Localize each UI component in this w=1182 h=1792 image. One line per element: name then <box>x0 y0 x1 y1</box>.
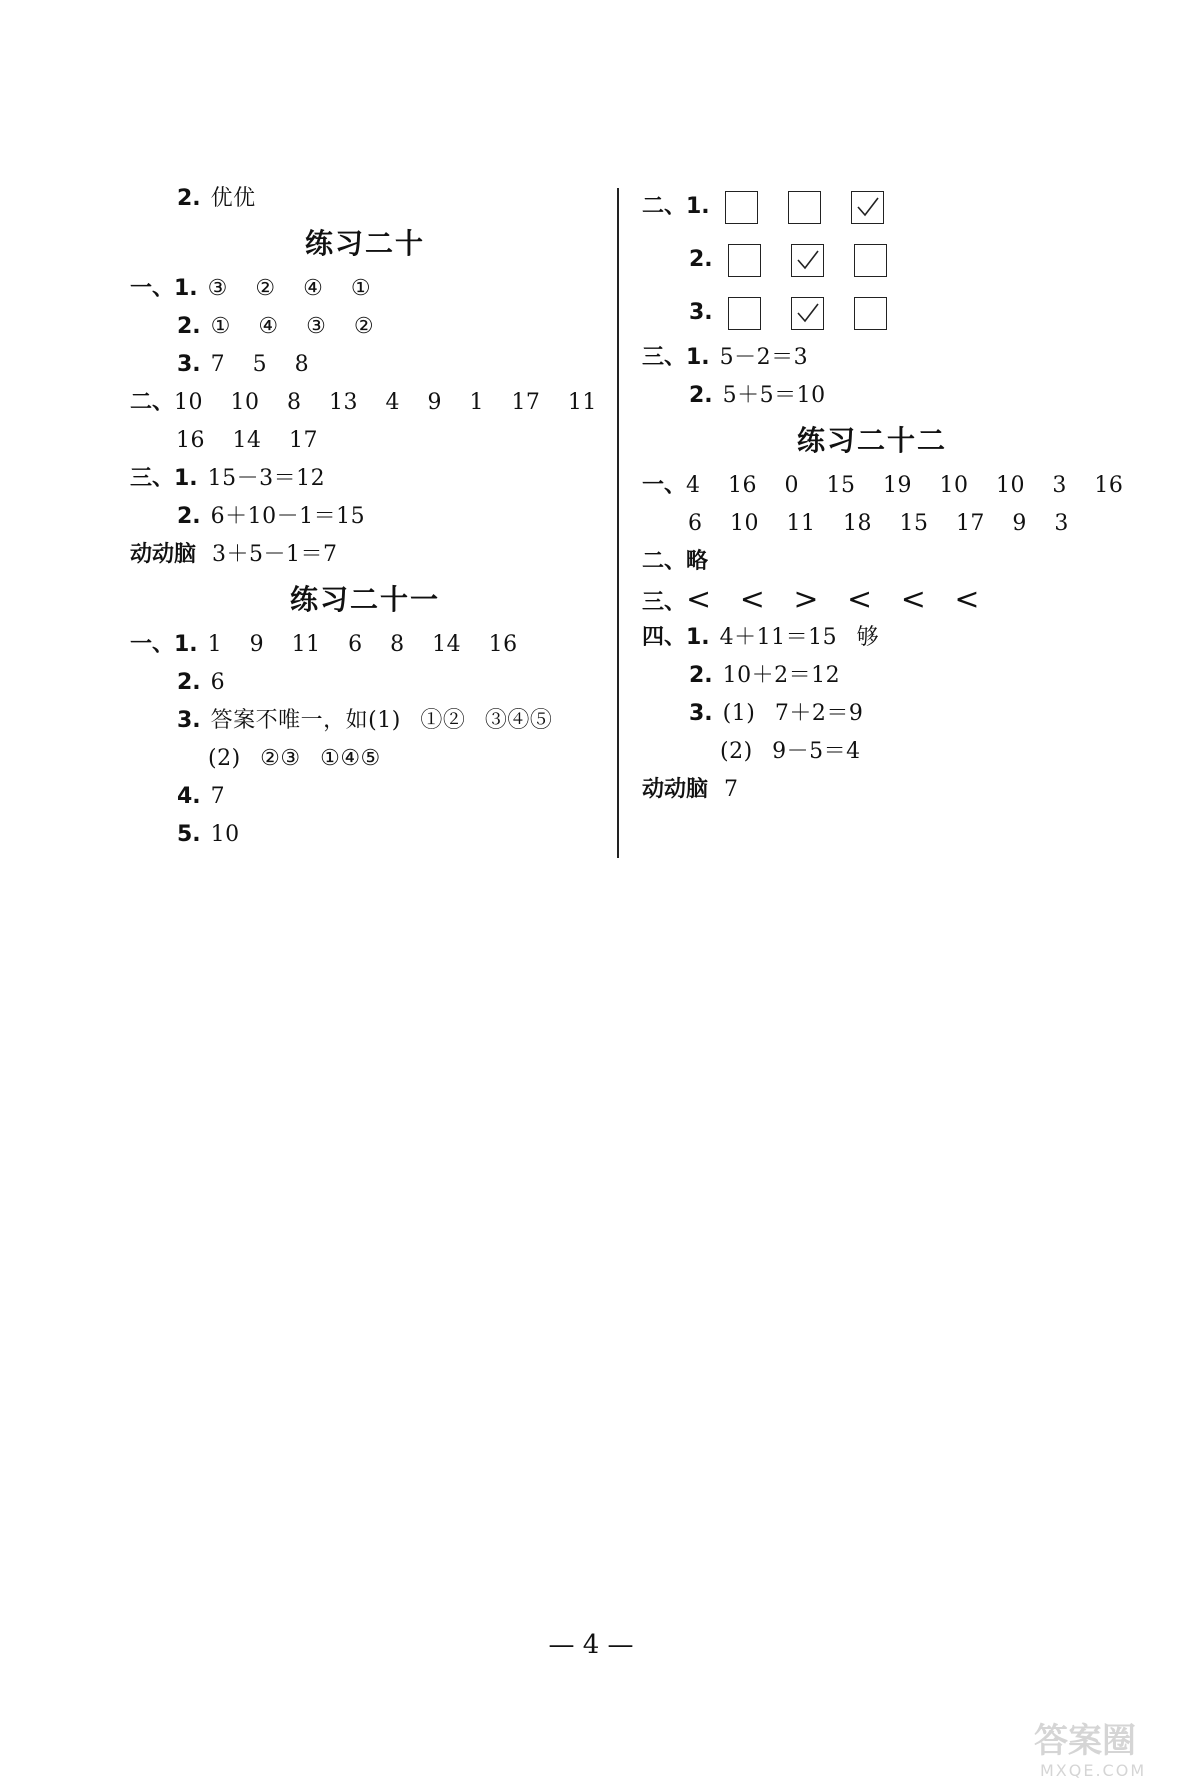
empty-box <box>725 191 758 224</box>
answer-text: (2) ②③ ①④⑤ <box>208 746 381 771</box>
empty-box <box>854 297 887 330</box>
checkbox-group <box>725 181 914 234</box>
answer-text: (1) 7＋2＝9 <box>722 701 864 726</box>
item-label: 3. <box>177 708 201 733</box>
answer-line <box>642 339 1102 377</box>
item-label: 三、1. <box>130 466 198 491</box>
answer-text: 略 <box>686 549 709 574</box>
answer-text: 10＋2＝12 <box>722 663 841 688</box>
answer-text: 7 <box>724 777 739 802</box>
answer-line <box>130 422 600 460</box>
checked-box <box>791 244 824 277</box>
answer-text: ① ④ ③ ② <box>210 314 375 339</box>
checkmark-icon <box>855 195 880 220</box>
right-column <box>642 180 1124 809</box>
answer-line <box>130 384 600 422</box>
answer-line <box>130 536 600 574</box>
item-label: 二、 <box>642 549 687 574</box>
answer-line <box>642 619 1102 657</box>
answer-text: 答案不唯一，如(1) ①② ③④⑤ <box>210 708 553 733</box>
answer-line <box>130 664 600 702</box>
answer-text: 优优 <box>210 186 256 211</box>
item-label: 5. <box>177 822 201 847</box>
item-label: 动动脑 <box>130 542 197 567</box>
item-label: 一、 <box>642 473 687 498</box>
checked-box <box>851 191 884 224</box>
checkbox-row <box>642 180 1102 233</box>
item-label: 一、1. <box>130 632 198 657</box>
item-label: 3. <box>689 701 713 726</box>
answer-text: 15－3＝12 <box>207 466 326 491</box>
left-column <box>130 180 600 854</box>
item-label: 2. <box>689 383 713 408</box>
answer-text: 7 <box>210 784 226 809</box>
answer-line <box>130 702 600 740</box>
empty-box <box>728 244 761 277</box>
answer-text: 6 10 11 18 15 17 9 3 <box>688 511 1069 536</box>
answer-text: 16 14 17 <box>176 428 318 453</box>
empty-box <box>788 191 821 224</box>
answer-text: 10 10 8 13 4 9 1 17 11 <box>174 390 597 415</box>
answer-text: (2) 9－5＝4 <box>720 739 861 764</box>
item-label: 2. <box>177 504 201 529</box>
answer-line <box>642 543 1102 581</box>
answer-line <box>130 778 600 816</box>
answer-line <box>130 626 600 664</box>
column-divider <box>617 188 619 858</box>
item-label: 一、1. <box>130 276 198 301</box>
item-label: 2. <box>689 247 713 272</box>
checkbox-group <box>728 287 917 340</box>
section-title: 练习二十一 <box>289 583 440 616</box>
answer-line <box>642 581 1102 619</box>
item-label: 二、 <box>130 390 175 415</box>
watermark-logo-icon <box>1030 1712 1160 1782</box>
answer-text: 7 5 8 <box>210 352 310 377</box>
answer-line <box>642 467 1124 505</box>
checkmark-icon <box>795 301 820 326</box>
answer-line <box>642 733 1102 771</box>
answer-text: ③ ② ④ ① <box>207 276 372 301</box>
item-label: 2. <box>177 670 201 695</box>
checkbox-answers <box>642 180 1102 339</box>
item-label: 3. <box>689 300 713 325</box>
answer-text: 4＋11＝15 够 <box>719 625 880 650</box>
answer-line <box>130 460 600 498</box>
item-label: 二、1. <box>642 194 710 219</box>
empty-box <box>854 244 887 277</box>
watermark-logo <box>1030 1712 1160 1782</box>
checked-box <box>791 297 824 330</box>
answer-text: 6 <box>210 670 226 695</box>
item-label: 2. <box>177 314 201 339</box>
item-label: 动动脑 <box>642 777 709 802</box>
answer-line <box>642 377 1102 415</box>
item-label: 三、 <box>642 590 687 615</box>
empty-box <box>728 297 761 330</box>
answer-line <box>642 657 1102 695</box>
checkbox-row <box>642 233 1102 286</box>
answer-line <box>130 498 600 536</box>
answer-text: < < > < < < <box>686 582 981 617</box>
watermark-text: 答案圈 <box>1034 1721 1136 1761</box>
section-title: 练习二十 <box>304 227 425 260</box>
answer-text: 4 16 0 15 19 10 10 3 16 <box>686 473 1124 498</box>
item-label: 3. <box>177 352 201 377</box>
item-label: 4. <box>177 784 201 809</box>
answer-text: 3＋5－1＝7 <box>212 542 338 567</box>
checkmark-icon <box>795 248 820 273</box>
item-label: 三、1. <box>642 345 710 370</box>
checkbox-row <box>642 286 1102 339</box>
page-number: — 4 — <box>548 1630 634 1660</box>
answer-text: 5＋5＝10 <box>722 383 826 408</box>
answer-line <box>130 740 600 778</box>
answer-line <box>130 346 600 384</box>
section-title: 练习二十二 <box>796 424 947 457</box>
answer-line <box>130 816 600 854</box>
item-label: 2. <box>177 186 201 211</box>
answer-text: 1 9 11 6 8 14 16 <box>207 632 518 657</box>
answer-line <box>642 695 1102 733</box>
answer-line <box>130 270 600 308</box>
answer-text: 6＋10－1＝15 <box>210 504 366 529</box>
item-label: 2. <box>689 663 713 688</box>
checkbox-group <box>728 234 917 287</box>
watermark-url: MXQE.COM <box>1040 1761 1147 1780</box>
answer-text: 5－2＝3 <box>719 345 809 370</box>
answer-line <box>642 771 1102 809</box>
answer-line <box>130 180 600 218</box>
answer-line <box>130 308 600 346</box>
answer-text: 10 <box>210 822 240 847</box>
answer-line <box>642 505 1102 543</box>
item-label: 四、1. <box>642 625 710 650</box>
